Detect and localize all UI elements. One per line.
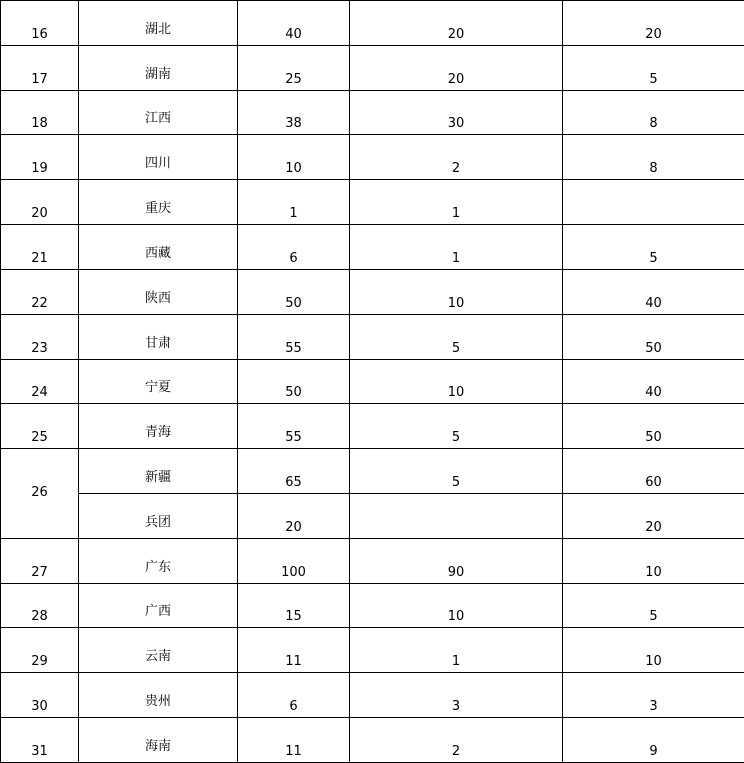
row-number-cell — [1, 45, 79, 90]
total-cell-text: 10 — [285, 161, 302, 177]
region-name-cell-text: 青海 — [144, 425, 171, 441]
value-a-cell-text: 20 — [447, 71, 465, 87]
value-b-cell-text: 10 — [645, 654, 662, 670]
total-cell — [238, 314, 350, 359]
row-number-cell-text: 28 — [31, 609, 48, 625]
row-number-cell-text: 17 — [31, 71, 48, 87]
value-a-cell-text: 5 — [451, 340, 461, 356]
table-row — [1, 45, 744, 90]
table-row — [1, 1, 744, 46]
row-number-cell — [1, 314, 79, 359]
table-row — [1, 269, 744, 314]
value-b-cell-text: 50 — [645, 430, 662, 446]
total-cell-text: 6 — [289, 250, 298, 266]
row-number-cell — [1, 359, 79, 404]
row-number-cell — [1, 538, 79, 583]
table-row — [1, 673, 744, 718]
region-name-cell-text: 湖北 — [144, 21, 171, 37]
row-number-cell — [1, 718, 79, 763]
value-a-cell — [350, 493, 563, 538]
total-cell-text: 15 — [285, 609, 302, 625]
region-name-cell — [79, 538, 238, 583]
total-cell-text: 20 — [285, 519, 302, 535]
value-b-cell — [563, 1, 744, 46]
value-b-cell-text: 20 — [645, 26, 662, 42]
region-name-cell-text: 云南 — [144, 649, 171, 665]
region-name-cell — [79, 90, 238, 135]
value-b-cell — [563, 404, 744, 449]
total-cell — [238, 45, 350, 90]
value-a-cell — [350, 583, 563, 628]
total-cell — [238, 538, 350, 583]
table-row — [1, 359, 744, 404]
region-name-cell — [79, 673, 238, 718]
value-a-cell-text: 3 — [451, 699, 461, 714]
value-a-cell-text: 20 — [447, 26, 465, 42]
table-row — [1, 718, 744, 763]
row-number-cell — [1, 180, 79, 225]
region-name-cell — [79, 1, 238, 46]
value-a-cell — [350, 225, 563, 270]
region-name-cell — [79, 45, 238, 90]
total-cell-text: 40 — [285, 26, 302, 42]
region-name-cell-text: 陕西 — [144, 290, 171, 306]
total-cell-text: 55 — [285, 430, 302, 446]
region-name-cell — [79, 314, 238, 359]
value-a-cell — [350, 538, 563, 583]
region-name-cell — [79, 135, 238, 180]
row-number-cell-text: 23 — [31, 340, 48, 356]
value-b-cell-text: 5 — [649, 609, 658, 625]
region-name-cell-text: 贵州 — [144, 694, 171, 709]
total-cell — [238, 90, 350, 135]
row-number-cell-text: 29 — [31, 654, 48, 670]
region-name-cell-text: 重庆 — [144, 201, 171, 217]
total-cell — [238, 673, 350, 718]
value-b-cell — [563, 269, 744, 314]
value-a-cell-text: 5 — [451, 430, 461, 446]
value-b-cell-text: 5 — [649, 71, 658, 87]
value-b-cell-text: 8 — [649, 161, 658, 177]
value-a-cell — [350, 314, 563, 359]
row-number-cell — [1, 673, 79, 718]
value-b-cell — [563, 135, 744, 180]
row-number-cell-text: 27 — [31, 564, 48, 580]
row-number-cell-text: 16 — [31, 26, 48, 42]
value-a-cell — [350, 449, 563, 494]
row-number-cell-text: 20 — [31, 206, 48, 222]
region-name-cell — [79, 269, 238, 314]
table-row — [1, 135, 744, 180]
value-b-cell-text: 8 — [649, 116, 658, 132]
region-name-cell-text: 四川 — [144, 156, 171, 172]
total-cell-text: 100 — [281, 564, 306, 580]
region-name-cell — [79, 225, 238, 270]
region-name-cell — [79, 449, 238, 494]
region-name-cell-text: 西藏 — [144, 245, 171, 261]
table-row — [1, 404, 744, 449]
table-row — [1, 90, 744, 135]
value-a-cell — [350, 404, 563, 449]
table-row — [1, 449, 744, 494]
value-a-cell — [350, 359, 563, 404]
region-name-cell — [79, 404, 238, 449]
region-name-cell — [79, 180, 238, 225]
value-a-cell — [350, 1, 563, 46]
region-name-cell-text: 湖南 — [144, 66, 171, 82]
value-b-cell — [563, 538, 744, 583]
table-row — [1, 538, 744, 583]
value-b-cell-text: 10 — [645, 564, 662, 580]
value-b-cell — [563, 90, 744, 135]
row-number-cell — [1, 90, 79, 135]
value-a-cell-text: 30 — [447, 116, 465, 132]
value-a-cell-text: 90 — [447, 564, 465, 580]
total-cell-text: 25 — [285, 71, 302, 87]
value-b-cell — [563, 314, 744, 359]
total-cell-text: 11 — [285, 654, 302, 670]
value-b-cell-text: 3 — [649, 699, 658, 714]
region-name-cell — [79, 583, 238, 628]
region-name-cell-text: 海南 — [144, 738, 171, 754]
region-name-cell — [79, 628, 238, 673]
value-b-cell — [563, 359, 744, 404]
region-name-cell-text: 甘肃 — [144, 335, 171, 351]
total-cell — [238, 628, 350, 673]
row-number-cell-text: 19 — [31, 161, 48, 177]
row-number-cell — [1, 225, 79, 270]
value-a-cell — [350, 135, 563, 180]
table-row — [1, 225, 744, 270]
region-name-cell-text: 广西 — [144, 604, 171, 620]
value-b-cell — [563, 583, 744, 628]
total-cell-text: 1 — [289, 206, 298, 222]
value-b-cell — [563, 449, 744, 494]
value-a-cell-text: 10 — [447, 609, 465, 625]
region-name-cell-text: 宁夏 — [144, 380, 171, 396]
total-cell — [238, 583, 350, 628]
value-a-cell — [350, 628, 563, 673]
region-name-cell — [79, 718, 238, 763]
value-b-cell-text: 9 — [649, 743, 658, 759]
region-name-cell — [79, 493, 238, 538]
row-number-cell-text: 24 — [31, 385, 48, 401]
table-row — [1, 314, 744, 359]
value-a-cell — [350, 90, 563, 135]
value-a-cell — [350, 718, 563, 763]
value-b-cell-text: 5 — [649, 250, 658, 266]
value-b-cell-text: 60 — [645, 474, 662, 490]
value-a-cell — [350, 45, 563, 90]
total-cell-text: 55 — [285, 340, 302, 356]
total-cell — [238, 180, 350, 225]
table-row — [1, 583, 744, 628]
total-cell-text: 6 — [289, 699, 298, 714]
value-a-cell — [350, 673, 563, 718]
row-number-cell — [1, 449, 79, 539]
row-number-cell — [1, 404, 79, 449]
row-number-cell-text: 26 — [31, 485, 48, 501]
table-row — [1, 628, 744, 673]
value-a-cell-text: 10 — [447, 295, 465, 311]
total-cell-text: 11 — [285, 743, 302, 759]
row-number-cell-text: 30 — [31, 699, 48, 714]
region-name-cell-text: 新疆 — [144, 469, 171, 485]
total-cell-text: 50 — [285, 295, 302, 311]
table-row — [1, 493, 744, 538]
value-a-cell-text: 5 — [451, 474, 461, 490]
row-number-cell — [1, 269, 79, 314]
value-b-cell — [563, 673, 744, 718]
value-a-cell — [350, 180, 563, 225]
total-cell — [238, 225, 350, 270]
value-b-cell — [563, 718, 744, 763]
row-number-cell — [1, 583, 79, 628]
value-a-cell-text: 2 — [451, 743, 461, 759]
value-a-cell-text: 1 — [451, 250, 461, 266]
value-b-cell — [563, 225, 744, 270]
region-name-cell-text: 广东 — [144, 559, 171, 575]
row-number-cell-text: 21 — [31, 250, 48, 266]
row-number-cell-text: 18 — [31, 116, 48, 132]
total-cell — [238, 359, 350, 404]
value-b-cell-text: 40 — [645, 295, 662, 311]
value-b-cell — [563, 628, 744, 673]
row-number-cell — [1, 135, 79, 180]
value-b-cell-text: 50 — [645, 340, 662, 356]
total-cell — [238, 493, 350, 538]
total-cell — [238, 718, 350, 763]
table-body — [1, 1, 744, 763]
total-cell-text: 38 — [285, 116, 302, 132]
value-b-cell-text: 40 — [645, 385, 662, 401]
region-name-cell-text: 兵团 — [144, 514, 171, 530]
value-b-cell — [563, 180, 744, 225]
value-a-cell-text: 1 — [451, 654, 461, 670]
row-number-cell-text: 25 — [31, 430, 48, 446]
total-cell — [238, 135, 350, 180]
region-name-cell-text: 江西 — [144, 111, 171, 127]
total-cell-text: 65 — [285, 474, 302, 490]
region-name-cell — [79, 359, 238, 404]
row-number-cell-text: 22 — [31, 295, 48, 311]
value-a-cell — [350, 269, 563, 314]
value-a-cell-text: 1 — [451, 206, 461, 222]
row-number-cell — [1, 628, 79, 673]
total-cell — [238, 269, 350, 314]
total-cell-text: 50 — [285, 385, 302, 401]
value-b-cell — [563, 45, 744, 90]
value-a-cell-text: 2 — [451, 161, 461, 177]
table-row — [1, 180, 744, 225]
row-number-cell-text: 31 — [31, 743, 48, 759]
value-b-cell-text: 20 — [645, 519, 662, 535]
total-cell — [238, 449, 350, 494]
row-number-cell — [1, 1, 79, 46]
total-cell — [238, 404, 350, 449]
value-b-cell — [563, 493, 744, 538]
value-a-cell-text: 10 — [447, 385, 465, 401]
total-cell — [238, 1, 350, 46]
